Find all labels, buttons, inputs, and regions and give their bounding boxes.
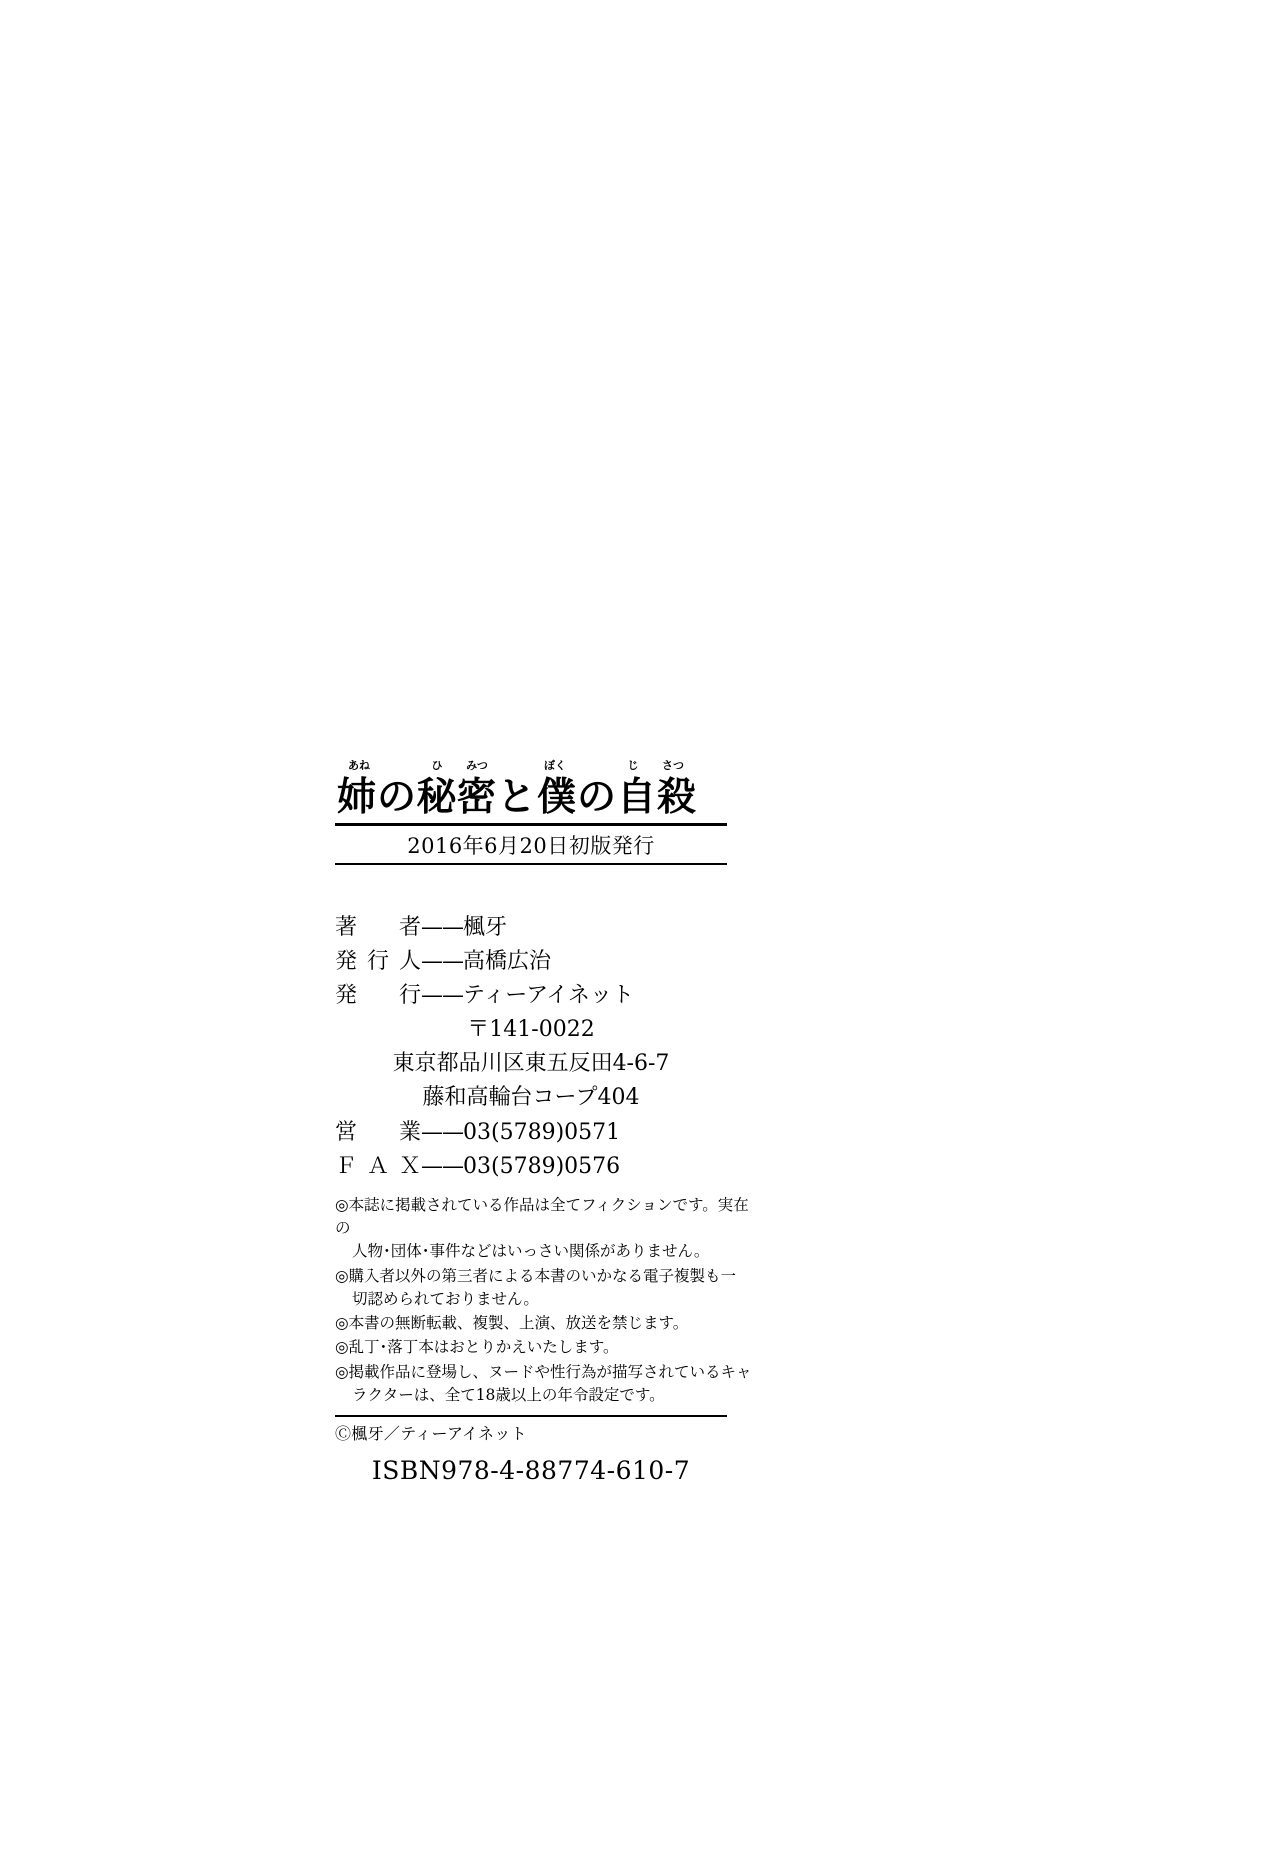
ruby-6: さつ [662,759,684,772]
address-street: 東京都品川区東五反田4-6-7 [392,1051,670,1077]
credit-row-publisher [335,979,755,1013]
contact-sep-fax: —— [421,1153,463,1179]
address-postal-code: 〒141-0022 [467,1017,595,1043]
credit-label-publisher-person: 発行人 [335,949,421,975]
credit-label-publisher: 発 行 [335,983,421,1009]
contact-label-sales: 営 業 [335,1119,421,1145]
ruby-3: みつ [466,759,488,772]
book-title [335,759,755,820]
legal-note [335,1361,755,1408]
legal-note [335,1336,755,1359]
legal-note [335,1194,755,1264]
credit-sep-author: —— [421,915,463,940]
ruby-5: じ [627,759,639,772]
credit-value-author: 楓牙 [463,915,508,940]
legal-note-head: ◎本書の無断転載、複製、上演、放送を禁じます。 [335,1314,689,1332]
contact-label-fax: ＦＡＸ [335,1153,421,1179]
legal-notes [335,1194,755,1407]
credit-row-author [335,911,755,945]
legal-note-head: ◎掲載作品に登場し、ヌードや性行為が描写されているキャ [335,1362,752,1381]
legal-note-cont: 切認められておりません。 [352,1289,539,1308]
legal-note [335,1265,755,1312]
publication-date-divider [335,863,727,865]
isbn-number: ISBN978-4-88774-610-7 [371,1456,691,1485]
legal-note-cont: ラクターは、全て18歳以上の年令設定です。 [352,1385,665,1404]
legal-note-head: ◎購入者以外の第三者による本書のいかなる電子複製も一 [335,1266,737,1285]
book-title-text: 姉の秘密と僕の自殺 [337,774,698,820]
ruby-4: ぼく [544,759,566,772]
ruby-1: あね [348,759,370,772]
credit-label-author: 著 者 [335,915,421,940]
title-ruby [339,760,693,771]
contact-value-sales: 03(5789)0571 [463,1119,621,1145]
address-building: 藤和高輪台コープ404 [422,1085,640,1111]
credit-sep-publisher-person: —— [421,949,463,975]
publication-date: 2016年6月20日初版発行 [407,834,655,858]
contact-row-fax [335,1150,755,1184]
credit-value-publisher-person: 高橋広治 [463,949,552,975]
contact-row-sales [335,1116,755,1150]
credit-row-publisher-person [335,945,755,979]
legal-note [335,1312,755,1335]
contact-sep-sales: —— [421,1119,463,1145]
colophon-block [335,760,755,1485]
credit-value-publisher: ティーアイネット [463,983,634,1009]
contact-value-fax: 03(5789)0576 [463,1153,621,1179]
copyright-line: Ⓒ楓牙／ティーアイネット [335,1424,527,1443]
legal-note-head: ◎本誌に掲載されている作品は全てフィクションです。実在の [335,1195,749,1237]
ruby-2: ひ [431,759,443,772]
credits-section [335,911,755,1184]
legal-note-cont: 人物･団体･事件などはいっさい関係がありません。 [352,1242,710,1261]
copyright-divider [335,1415,727,1417]
credit-sep-publisher: —— [421,983,463,1009]
legal-note-head: ◎乱丁･落丁本はおとりかえいたします。 [335,1338,619,1357]
